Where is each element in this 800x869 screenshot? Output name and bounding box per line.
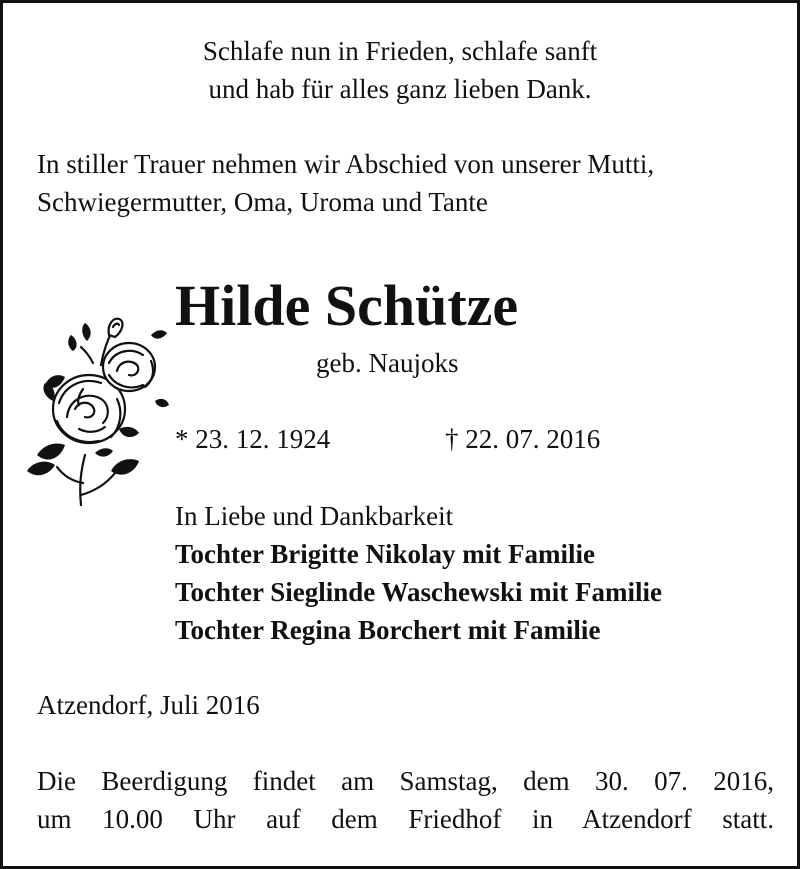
funeral-line-1: Die Beerdigung findet am Samstag, dem 30. 07. 2016, [37, 766, 774, 796]
verse-line-1: Schlafe nun in Frieden, schlafe sanft [202, 36, 598, 66]
place-and-date: Atzendorf, Juli 2016 [37, 690, 260, 720]
maiden-name: geb. Naujoks [316, 348, 459, 378]
funeral-line-2: um 10.00 Uhr auf dem Friedhof in Atzendorf statt. [37, 804, 774, 834]
deceased-name: Hilde Schütze [175, 273, 519, 338]
verse-line-2: und hab für alles ganz lieben Dank. [208, 74, 592, 104]
death-date: † 22. 07. 2016 [445, 424, 601, 454]
mourner-name: Tochter Sieglinde Waschewski mit Familie [175, 577, 663, 607]
mourners-intro: In Liebe und Dankbarkeit [175, 501, 454, 531]
intro-line-2: Schwiegermutter, Oma, Uroma und Tante [37, 187, 488, 217]
mourner-name: Tochter Brigitte Nikolay mit Familie [175, 539, 595, 569]
mourner-name: Tochter Regina Borchert mit Familie [175, 615, 601, 645]
rose-icon [23, 305, 173, 513]
birth-date: * 23. 12. 1924 [175, 424, 331, 454]
intro-line-1: In stiller Trauer nehmen wir Abschied von unserer Mutti, [37, 149, 655, 179]
